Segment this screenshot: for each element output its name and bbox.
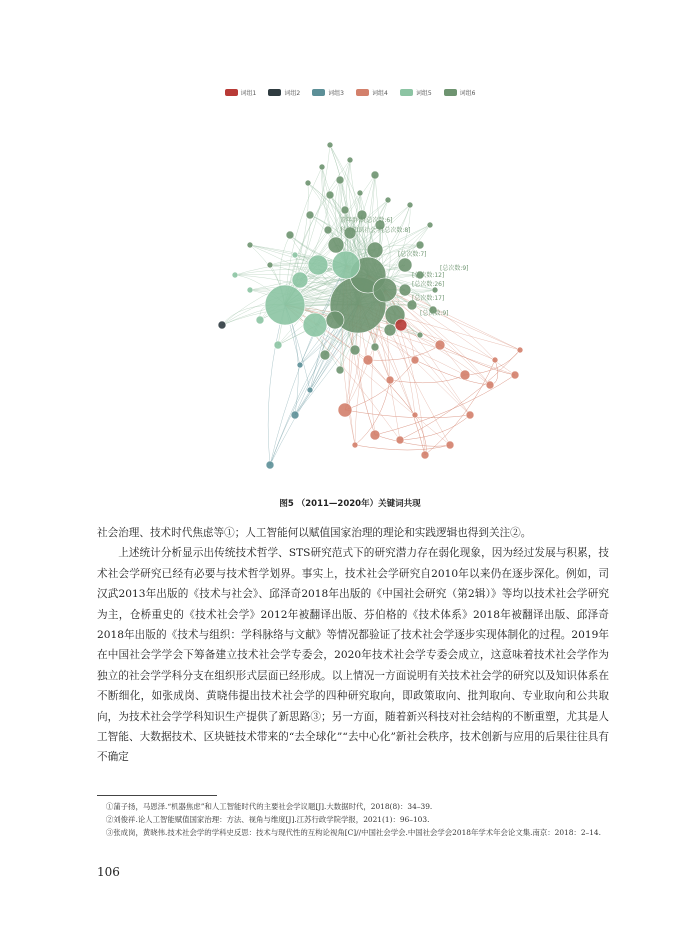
network-node — [386, 376, 394, 384]
network-node — [336, 176, 344, 184]
network-node — [291, 411, 299, 419]
legend-label: 词组5 — [415, 90, 432, 97]
network-node — [395, 319, 407, 331]
network-node — [407, 202, 413, 208]
network-node — [417, 332, 423, 338]
legend-swatch — [312, 89, 325, 96]
node-label: [总次数:17] — [412, 295, 445, 302]
network-node — [411, 356, 419, 364]
network-node — [286, 231, 294, 239]
node-label: [总次数:12] — [412, 272, 445, 279]
network-node — [367, 242, 383, 258]
network-node — [517, 347, 523, 353]
network-node — [267, 262, 273, 268]
paragraph: 社会治理、技术时代焦虑等①；人工智能何以赋值国家治理的理论和实践逻辑也得到关注②。 — [97, 527, 532, 539]
legend-item-group1 — [225, 88, 257, 97]
footnotes — [97, 800, 609, 840]
legend-swatch — [400, 89, 413, 96]
network-node — [266, 461, 274, 469]
network-node — [373, 278, 397, 302]
network-node — [319, 164, 325, 170]
network-node — [511, 371, 519, 379]
network-node — [292, 272, 308, 288]
graph-legend — [0, 88, 700, 97]
network-node — [292, 252, 298, 258]
figure-caption: 图5 （2011—2020年）关键词共现 — [279, 499, 421, 509]
network-node — [326, 191, 334, 199]
network-edge — [415, 360, 490, 385]
network-node — [363, 355, 373, 365]
network-node — [324, 226, 332, 234]
network-node — [427, 222, 433, 228]
network-node — [303, 313, 327, 337]
network-node — [326, 311, 344, 329]
legend-label: 词组4 — [372, 90, 388, 97]
legend-item-group4 — [356, 88, 388, 97]
network-node — [327, 142, 333, 148]
network-node — [466, 411, 474, 419]
node-label: 科学知识社会学[总次数:8] — [340, 227, 411, 234]
network-node — [256, 316, 264, 324]
legend-label: 词组3 — [328, 90, 344, 97]
network-node — [350, 345, 360, 355]
network-edge — [375, 435, 450, 446]
network-node — [371, 171, 379, 179]
network-node — [247, 287, 253, 293]
network-edge — [268, 305, 285, 465]
network-node — [421, 451, 429, 459]
legend-item-group2 — [268, 88, 300, 97]
network-node — [338, 403, 352, 417]
network-node — [297, 362, 303, 368]
legend-swatch — [225, 89, 238, 96]
network-node — [399, 284, 411, 296]
network-node — [492, 357, 498, 363]
network-node — [336, 366, 344, 374]
network-node — [332, 251, 360, 279]
network-node — [232, 272, 238, 278]
network-node — [265, 285, 305, 325]
network-node — [247, 242, 253, 248]
network-edge — [345, 410, 470, 418]
network-node — [412, 412, 418, 418]
legend-label: 词组1 — [240, 90, 257, 97]
node-label: 青年群体[总次数:6] — [340, 217, 393, 224]
legend-swatch — [444, 89, 457, 96]
network-node — [370, 430, 380, 440]
legend-item-group6 — [444, 88, 476, 97]
network-node — [446, 441, 454, 449]
network-node — [328, 237, 344, 253]
network-node — [308, 255, 328, 275]
network-node — [416, 241, 424, 249]
network-node — [357, 190, 363, 196]
legend-item-group3 — [312, 88, 344, 97]
node-label: [总次数:26] — [412, 281, 445, 288]
footnote-divider — [97, 795, 217, 796]
network-node — [384, 324, 396, 336]
keyword-cooccurrence-network — [150, 115, 550, 485]
network-node — [307, 387, 313, 393]
network-node — [385, 197, 391, 203]
legend-label: 词组6 — [459, 90, 476, 97]
legend-item-group5 — [400, 88, 432, 97]
footnote: ①蒲子扬，马恩泽.“机器焦虑”和人工智能时代的主要社会学议题[J].大数据时代，2018(8)：34–39. — [105, 802, 433, 811]
network-edge — [345, 360, 415, 410]
legend-label: 词组2 — [284, 90, 301, 97]
legend-swatch — [356, 89, 369, 96]
network-node — [305, 180, 311, 186]
network-edge — [465, 350, 520, 375]
network-node — [274, 341, 282, 349]
paragraph: 上述统计分析显示出传统技术哲学、STS研究范式下的研究潜力存在弱化现象，因为经过发展与积累，技术社会学研究已经有必要与技术哲学划界。事实上，技术社会学研究自2010年以来仍在逐步深化。例如，司汉武2013年出版的《技术与社会》、邱泽奇2018年出版的《中国社会研究（第2辑）》等均以技术社会学研究为主，仓桥重史的《技术社会学》2012年被翻译出版、芬伯格的《技术体系》2018年被翻译出版、邱泽奇2018年出版的《技术与组织：学科脉络与文献》等情况都验证了技术社会学逐步实现体制化的过程。2019年在中国社会学学会下筹备建立技术社会学专委会，2020年技术社会学专委会成立，这意味着技术社会学作为独立的社会学学科分支在组织形式层面已经形成。以上情况一方面说明有关技术社会学的研究以及知识体系在不断细化，如张成岗、黄晓伟提出技术社会学的四种研究取向，即政策取向、批判取向、专业取向和公共取向，为技术社会学学科知识生产提供了新思路③；另一方面，随着新兴科技对社会结构的不断重塑，尤其是人工智能、大数据技术、区块链技术带来的“去全球化”“去中心化”新社会秩序，技术创新与应用的后果往往具有不确定 — [97, 547, 609, 764]
network-node — [460, 370, 470, 380]
node-label: [总次数:9] — [440, 265, 469, 272]
network-node — [341, 206, 349, 214]
network-node — [396, 436, 404, 444]
footnote: ③张成岗，黄晓伟.技术社会学的学科史反思：技术与现代性的互构论视角[C]//中国社会学会.中国社会学会2018年学术年会论文集.南京：2018：2–14. — [105, 828, 601, 838]
network-node — [398, 258, 412, 272]
network-node — [320, 350, 330, 360]
network-node — [371, 343, 379, 351]
node-label: [总次数:9] — [420, 310, 449, 317]
network-node — [306, 211, 314, 219]
network-edge — [440, 345, 515, 375]
network-node — [347, 157, 353, 163]
node-label: [总次数:7] — [398, 251, 427, 258]
body-text — [97, 523, 609, 768]
legend-swatch — [268, 89, 281, 96]
network-node — [218, 321, 226, 329]
network-node — [435, 340, 445, 350]
network-node — [352, 442, 358, 448]
network-node — [486, 381, 494, 389]
page-number: 106 — [97, 865, 120, 879]
footnote: ②刘俊祥.论人工智能赋值国家治理：方法、视角与维度[J].江苏行政学院学报，2021(1)：96–103. — [105, 815, 430, 825]
network-edge — [400, 350, 520, 440]
